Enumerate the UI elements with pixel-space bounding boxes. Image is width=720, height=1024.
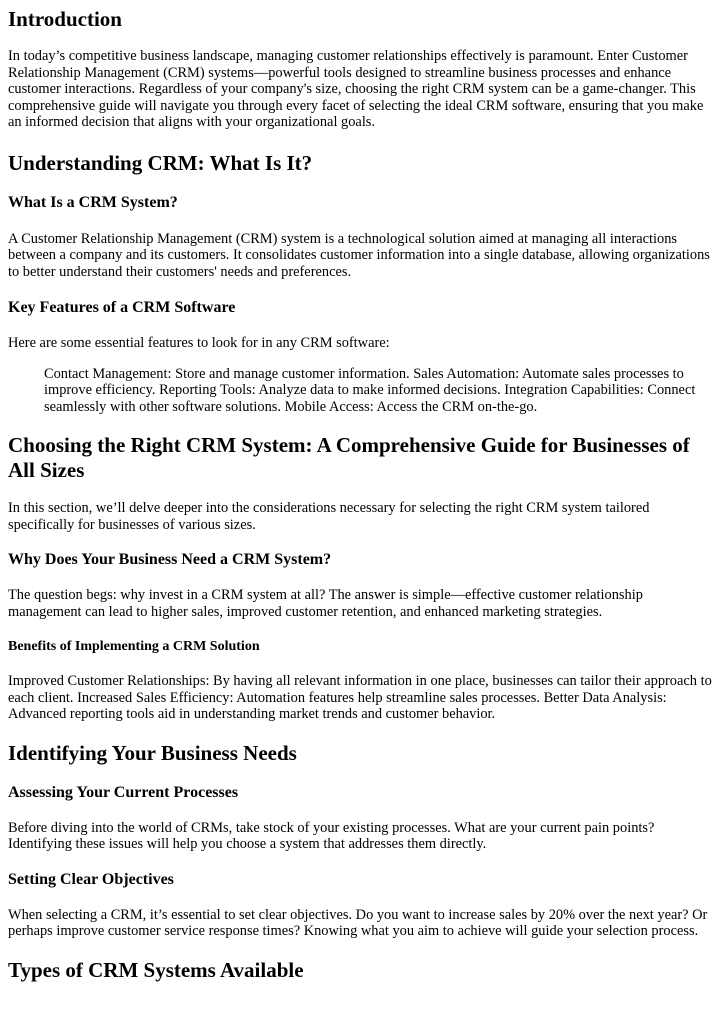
features-list: Contact Management: Store and manage customer information. Sales Automation: Automate sales processes to improve efficiency. Reporting Tools: Analyze data to make informed decisions. Integration Capabilities: Connect seamlessly with other software solutions. Mobile Access: Access the CRM on-the-go. (44, 365, 696, 415)
section-heading-understanding-crm: Understanding CRM: What Is It? (8, 150, 313, 175)
section-heading-crm-types: Types of CRM Systems Available (8, 957, 304, 982)
paragraph-introduction: In today’s competitive business landscape, managing customer relationships effectively is paramount. Enter Customer Relationship Management (CRM) systems—powerful tools designed to streamline business processes and enhance customer interactions. Regardless of your company's size, choosing the right CRM system can be a game-changer. This comprehensive guide will navigate you through every facet of selecting the ideal CRM software, ensuring that you make an informed decision that aligns with your organizational goals. (8, 48, 704, 130)
subheading-what-is-crm: What Is a CRM System? (8, 193, 178, 211)
paragraph-features-intro: Here are some essential features to look for in any CRM software: (8, 335, 390, 351)
subheading-clear-objectives: Setting Clear Objectives (8, 870, 174, 888)
section-heading-identifying-needs: Identifying Your Business Needs (8, 740, 297, 765)
paragraph-why-need-crm: The question begs: why invest in a CRM system at all? The answer is simple—effective customer relationship management can lead to higher sales, improved customer retention, and enhanced marketing strategies. (8, 587, 643, 620)
section-heading-introduction: Introduction (8, 7, 122, 31)
subheading-assessing-processes: Assessing Your Current Processes (8, 783, 239, 801)
subheading-benefits: Benefits of Implementing a CRM Solution (8, 639, 260, 654)
paragraph-benefits: Improved Customer Relationships: By having all relevant information in one place, businesses can tailor their approach to each client. Increased Sales Efficiency: Automation features help streamline sales processes. Better Data Analysis: Advanced reporting tools aid in understanding market trends and customer behavior. (8, 673, 712, 722)
subheading-key-features: Key Features of a CRM Software (8, 299, 236, 316)
section-heading-choosing-crm: Choosing the Right CRM System: A Comprehensive Guide for Businesses of All Sizes (8, 433, 690, 482)
paragraph-assessing-processes: Before diving into the world of CRMs, take stock of your existing processes. What are your current pain points? Identifying these issues will help you choose a system that addresses them directly. (8, 819, 655, 852)
subheading-why-need-crm: Why Does Your Business Need a CRM System? (8, 551, 332, 568)
paragraph-clear-objectives: When selecting a CRM, it’s essential to set clear objectives. Do you want to increase sales by 20% over the next year? Or perhaps improve customer service response times? Knowing what you aim to achieve will guide your selection process. (8, 906, 708, 939)
paragraph-choosing: In this section, we’ll delve deeper into the considerations necessary for selecting the right CRM system tailored specifically for businesses of various sizes. (8, 500, 650, 533)
paragraph-what-is-crm: A Customer Relationship Management (CRM) system is a technological solution aimed at managing all interactions between a company and its customers. It consolidates customer information into a single database, allowing organizations to better understand their customers' needs and preferences. (8, 230, 710, 280)
article (0, 7, 720, 983)
